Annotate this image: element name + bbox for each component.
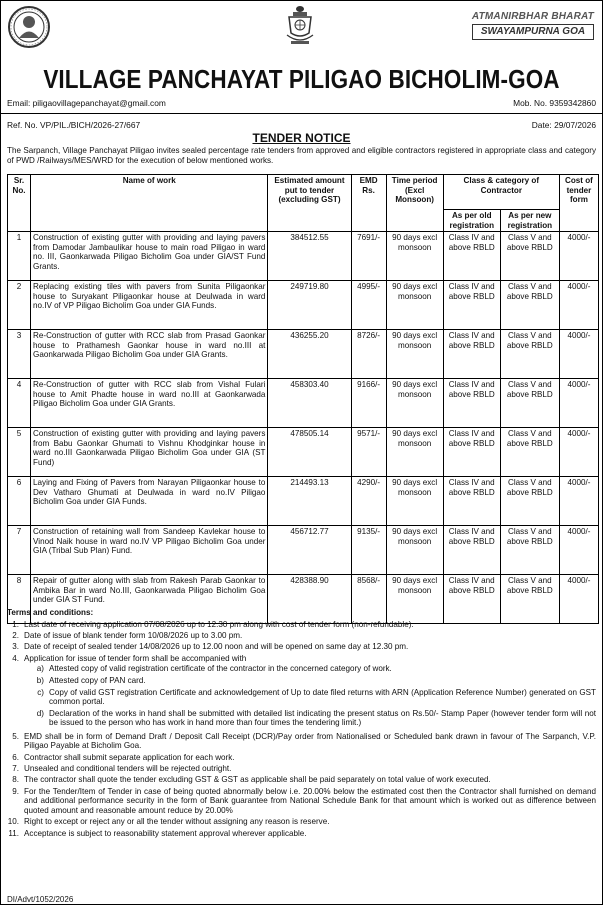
cell-work: Laying and Fixing of Pavers from Narayan Piligaonkar house to Dev Vatharo Ghumati at Deulwada in ward no.IV Piligao Bicholim Goa under GIA Funds. bbox=[31, 477, 268, 526]
term-text: Last date of receiving application 07/08/2026 up to 12.30 pm along with cost of tender form (non-refundable). bbox=[24, 619, 414, 629]
cell-old-registration: Class IV and above RBLD bbox=[443, 232, 500, 281]
cell-new-registration: Class V and above RBLD bbox=[500, 379, 559, 428]
term-text: Date of issue of blank tender form 10/08/2026 up to 3.00 pm. bbox=[24, 630, 243, 640]
terms-section bbox=[7, 608, 596, 840]
terms-heading: Terms and conditions: bbox=[7, 608, 94, 617]
term-item: 10. Right to except or reject any or all the tender without assigning any reason is reserve. bbox=[7, 817, 596, 827]
term-text: Application for issue of tender form shall be accompanied with bbox=[24, 653, 247, 663]
table-row bbox=[8, 281, 599, 330]
atmanirbhar-line2: SWAYAMPURNA GOA bbox=[472, 24, 594, 40]
cell-sr: 6 bbox=[8, 477, 31, 526]
cell-amount: 214493.13 bbox=[268, 477, 351, 526]
cell-new-registration: Class V and above RBLD bbox=[500, 575, 559, 624]
term-text: The contractor shall quote the tender excluding GST & GST as applicable shall be paid separately on total value of work executed. bbox=[24, 775, 491, 785]
cell-work: Re-Construction of gutter with RCC slab from Vishal Fulari house to Amit Phadte house in ward no.III at Gaonkarwada Piligao Bicholim Goa under GIA Grants. bbox=[31, 379, 268, 428]
table-row bbox=[8, 330, 599, 379]
col-work: Name of work bbox=[31, 175, 268, 232]
cell-old-registration: Class IV and above RBLD bbox=[443, 575, 500, 624]
cell-old-registration: Class IV and above RBLD bbox=[443, 281, 500, 330]
term-item: 8. The contractor shall quote the tender excluding GST & GST as applicable shall be paid separately on total value of work executed. bbox=[7, 775, 596, 785]
cell-cost: 4000/- bbox=[559, 477, 598, 526]
cell-amount: 384512.55 bbox=[268, 232, 351, 281]
table-row bbox=[8, 428, 599, 477]
col-sr: Sr. No. bbox=[8, 175, 31, 232]
advt-number: DI/Advt/1052/2026 bbox=[7, 895, 74, 904]
table-row bbox=[8, 379, 599, 428]
contact-line bbox=[7, 99, 596, 109]
col-old-registration: As per old registration bbox=[443, 210, 500, 232]
cell-amount: 458303.40 bbox=[268, 379, 351, 428]
ref-line bbox=[7, 121, 596, 131]
cell-old-registration: Class IV and above RBLD bbox=[443, 379, 500, 428]
term-subitem: Copy of valid GST registration Certificate and acknowledgement of Up to date filed returns with ARN (Application Reference Number) generated on GST common portal. bbox=[49, 687, 596, 707]
term-item: 2. Date of issue of blank tender form 10/08/2026 up to 3.00 pm. bbox=[7, 631, 596, 641]
page-title: VILLAGE PANCHAYAT PILIGAO BICHOLIM-GOA bbox=[43, 65, 560, 94]
cell-sr: 4 bbox=[8, 379, 31, 428]
email-text: Email: piligaovillagepanchayat@gmail.com bbox=[7, 98, 166, 108]
term-item: 4. Application for issue of tender form shall be accompanied with a) Attested copy of valid registration certificate of the contractor in the concerned category of work. b) Attested copy of PAN card. c) Copy of valid GST registration Certificate and acknowledgement of Up to date filed returns with ARN (Application Reference Number) generated on GST common portal. d) Declaration of the works in hand shall be submitted with detailed list indicating the present status on Rs.50/- Stamp Paper (however tender form will not be issued to the person who has work in hand more than four times the tendering limit.) bbox=[12, 653, 596, 728]
tender-table bbox=[7, 174, 599, 624]
cell-emd: 4290/- bbox=[351, 477, 386, 526]
cell-sr: 5 bbox=[8, 428, 31, 477]
cell-cost: 4000/- bbox=[559, 428, 598, 477]
panchayat-logo-icon bbox=[7, 5, 51, 49]
cell-sr: 7 bbox=[8, 526, 31, 575]
col-cost: Cost of tender form bbox=[559, 175, 598, 232]
col-amount: Estimated amount put to tender (excluding GST) bbox=[268, 175, 351, 232]
col-class: Class & category of Contractor bbox=[443, 175, 559, 210]
cell-sr: 1 bbox=[8, 232, 31, 281]
term-text: EMD shall be in form of Demand Draft / Deposit Call Receipt (DCR)/Pay order from Nationalised or Scheduled bank drawn in favour of The Sarpanch, V.P. Piligao Payable at Bicholim Goa. bbox=[24, 731, 596, 751]
cell-old-registration: Class IV and above RBLD bbox=[443, 526, 500, 575]
cell-amount: 478505.14 bbox=[268, 428, 351, 477]
cell-emd: 7691/- bbox=[351, 232, 386, 281]
cell-cost: 4000/- bbox=[559, 526, 598, 575]
table-row bbox=[8, 232, 599, 281]
term-text: For the Tender/Item of Tender in case of being quoted abnormally below i.e. 20.00% below the estimated cost then the Contractor shall furnished on demand and additional performance security in the form of Bank guarantee from National Schedule Bank for that amount which is worked out as difference between quoted amount and reasonable amount reduce by 20.00% bbox=[24, 786, 596, 815]
state-emblem-icon bbox=[283, 5, 317, 47]
cell-work: Replacing existing tiles with pavers from Sunita Piligaonkar house to Suryakant Piligaonkar house at Deulwada in ward no.IV of VP Piligao Bicholim Goa under GIA Funds. bbox=[31, 281, 268, 330]
term-subitem: Attested copy of PAN card. bbox=[49, 675, 146, 685]
atmanirbhar-bharat-badge bbox=[472, 11, 594, 40]
cell-time: 90 days excl monsoon bbox=[386, 477, 443, 526]
term-text: Right to except or reject any or all the tender without assigning any reason is reserve. bbox=[24, 817, 330, 827]
ref-number: Ref. No. VP/PIL./BICH/2026-27/667 bbox=[7, 120, 141, 130]
cell-old-registration: Class IV and above RBLD bbox=[443, 477, 500, 526]
cell-amount: 428388.90 bbox=[268, 575, 351, 624]
col-new-registration: As per new registration bbox=[500, 210, 559, 232]
term-item: 6. Contractor shall submit separate application for each work. bbox=[7, 753, 596, 763]
terms-list bbox=[7, 620, 596, 839]
cell-emd: 9571/- bbox=[351, 428, 386, 477]
mobile-text: Mob. No. 9359342860 bbox=[513, 98, 596, 108]
term-subitem: Attested copy of valid registration certificate of the contractor in the concerned category of work. bbox=[49, 664, 392, 674]
term-item: 11. Acceptance is subject to reasonability statement approval wherever applicable. bbox=[7, 829, 596, 839]
term-item: 9. For the Tender/Item of Tender in case of being quoted abnormally below i.e. 20.00% below the estimated cost then the Contractor shall furnished on demand and additional performance security in the form of Bank guarantee from National Schedule Bank for that amount which is worked out as difference between quoted amount and reasonable amount reduce by 20.00% bbox=[12, 786, 596, 815]
cell-time: 90 days excl monsoon bbox=[386, 379, 443, 428]
term-text: Contractor shall submit separate application for each work. bbox=[24, 752, 235, 762]
term-text: Unsealed and conditional tenders will be rejected outright. bbox=[24, 764, 232, 773]
cell-work: Construction of existing gutter with providing and laying pavers from Babu Gaonkar Ghumati to Vishnu Khodginkar house in ward no.III Gaonkarwada Piligao Bicholim Goa under GIA (ST Fund) bbox=[31, 428, 268, 477]
notice-intro: The Sarpanch, Village Panchayat Piligao invites sealed percentage rate tenders from approved and eligible contractors registered in appropriate class and category of PWD /Railways/MES/WRD for the execution of below mentioned works. bbox=[7, 146, 596, 165]
cell-work: Re-Construction of gutter with RCC slab from Prasad Gaonkar house to Prathamesh Gaonkar house in ward no.III at Gaonkarwada Piligao Bicholim Goa under GIA Grants. bbox=[31, 330, 268, 379]
cell-amount: 436255.20 bbox=[268, 330, 351, 379]
cell-new-registration: Class V and above RBLD bbox=[500, 477, 559, 526]
cell-time: 90 days excl monsoon bbox=[386, 575, 443, 624]
cell-sr: 2 bbox=[8, 281, 31, 330]
cell-work: Construction of existing gutter with providing and laying pavers from Damodar Jambaulikar house to main road Piligao in ward no. III, Gaonkarwada Piligao Bicholim Goa under GIA/ST Fund Grants. bbox=[31, 232, 268, 281]
table-row bbox=[8, 477, 599, 526]
term-sublist: a) Attested copy of valid registration certificate of the contractor in the concerned category of work. b) Attested copy of PAN card. c) Copy of valid GST registration Certificate and acknowledgement of Up to date filed returns with ARN (Application Reference Number) generated on GST common portal. d) Declaration of the works in hand shall be submitted with detailed list indicating the present status on Rs.50/- Stamp Paper (however tender form will not be issued to the person who has work in hand more than four times the tendering limit.) bbox=[36, 664, 596, 728]
cell-cost: 4000/- bbox=[559, 281, 598, 330]
cell-old-registration: Class IV and above RBLD bbox=[443, 428, 500, 477]
table-row bbox=[8, 526, 599, 575]
cell-emd: 4995/- bbox=[351, 281, 386, 330]
cell-time: 90 days excl monsoon bbox=[386, 428, 443, 477]
cell-new-registration: Class V and above RBLD bbox=[500, 330, 559, 379]
notice-date: Date: 29/07/2026 bbox=[531, 120, 596, 130]
term-item: 5. EMD shall be in form of Demand Draft / Deposit Call Receipt (DCR)/Pay order from Nationalised or Scheduled bank drawn in favour of The Sarpanch, V.P. Piligao Payable at Bicholim Goa. bbox=[12, 731, 596, 751]
atmanirbhar-line1: ATMANIRBHAR BHARAT bbox=[471, 11, 594, 22]
cell-cost: 4000/- bbox=[559, 232, 598, 281]
cell-time: 90 days excl monsoon bbox=[386, 526, 443, 575]
cell-sr: 3 bbox=[8, 330, 31, 379]
col-time: Time period (Excl Monsoon) bbox=[386, 175, 443, 232]
cell-old-registration: Class IV and above RBLD bbox=[443, 330, 500, 379]
cell-new-registration: Class V and above RBLD bbox=[500, 232, 559, 281]
cell-emd: 8726/- bbox=[351, 330, 386, 379]
cell-amount: 456712.77 bbox=[268, 526, 351, 575]
divider bbox=[1, 113, 602, 114]
tender-table-body bbox=[8, 232, 599, 624]
cell-new-registration: Class V and above RBLD bbox=[500, 526, 559, 575]
term-text: Acceptance is subject to reasonability statement approval wherever applicable. bbox=[24, 828, 307, 838]
notice-title: TENDER NOTICE bbox=[252, 131, 351, 145]
cell-cost: 4000/- bbox=[559, 575, 598, 624]
cell-amount: 249719.80 bbox=[268, 281, 351, 330]
header bbox=[1, 1, 602, 65]
cell-cost: 4000/- bbox=[559, 330, 598, 379]
cell-work: Repair of gutter along with slab from Rakesh Parab Gaonkar to Ambika Bar in ward No.III, Gaonkarwada Piligao Bicholim Goa under GIA ST Fund. bbox=[31, 575, 268, 624]
term-item: 3. Date of receipt of sealed tender 14/08/2026 up to 12.00 noon and will be opened on same day at 12.30 pm. bbox=[7, 642, 596, 652]
term-item: 7. Unsealed and conditional tenders will be rejected outright. bbox=[7, 764, 596, 774]
col-emd: EMD Rs. bbox=[351, 175, 386, 232]
term-text: Date of receipt of sealed tender 14/08/2026 up to 12.00 noon and will be opened on same day at 12.30 pm. bbox=[24, 642, 409, 652]
cell-work: Construction of retaining wall from Sandeep Kavlekar house to Vinod Naik house in ward no.IV VP Piligao Bicholim Goa under GIA (Tribal Sub Plan) Fund. bbox=[31, 526, 268, 575]
term-item: 1. Last date of receiving application 07/08/2026 up to 12.30 pm along with cost of tender form (non-refundable). bbox=[7, 620, 596, 630]
cell-time: 90 days excl monsoon bbox=[386, 281, 443, 330]
cell-emd: 9135/- bbox=[351, 526, 386, 575]
cell-cost: 4000/- bbox=[559, 379, 598, 428]
cell-time: 90 days excl monsoon bbox=[386, 330, 443, 379]
cell-new-registration: Class V and above RBLD bbox=[500, 281, 559, 330]
term-subitem: Declaration of the works in hand shall be submitted with detailed list indicating the present status on Rs.50/- Stamp Paper (however tender form will not be issued to the person who has work in hand more than four times the tendering limit.) bbox=[49, 708, 596, 728]
cell-time: 90 days excl monsoon bbox=[386, 232, 443, 281]
cell-emd: 8568/- bbox=[351, 575, 386, 624]
cell-new-registration: Class V and above RBLD bbox=[500, 428, 559, 477]
cell-emd: 9166/- bbox=[351, 379, 386, 428]
cell-sr: 8 bbox=[8, 575, 31, 624]
